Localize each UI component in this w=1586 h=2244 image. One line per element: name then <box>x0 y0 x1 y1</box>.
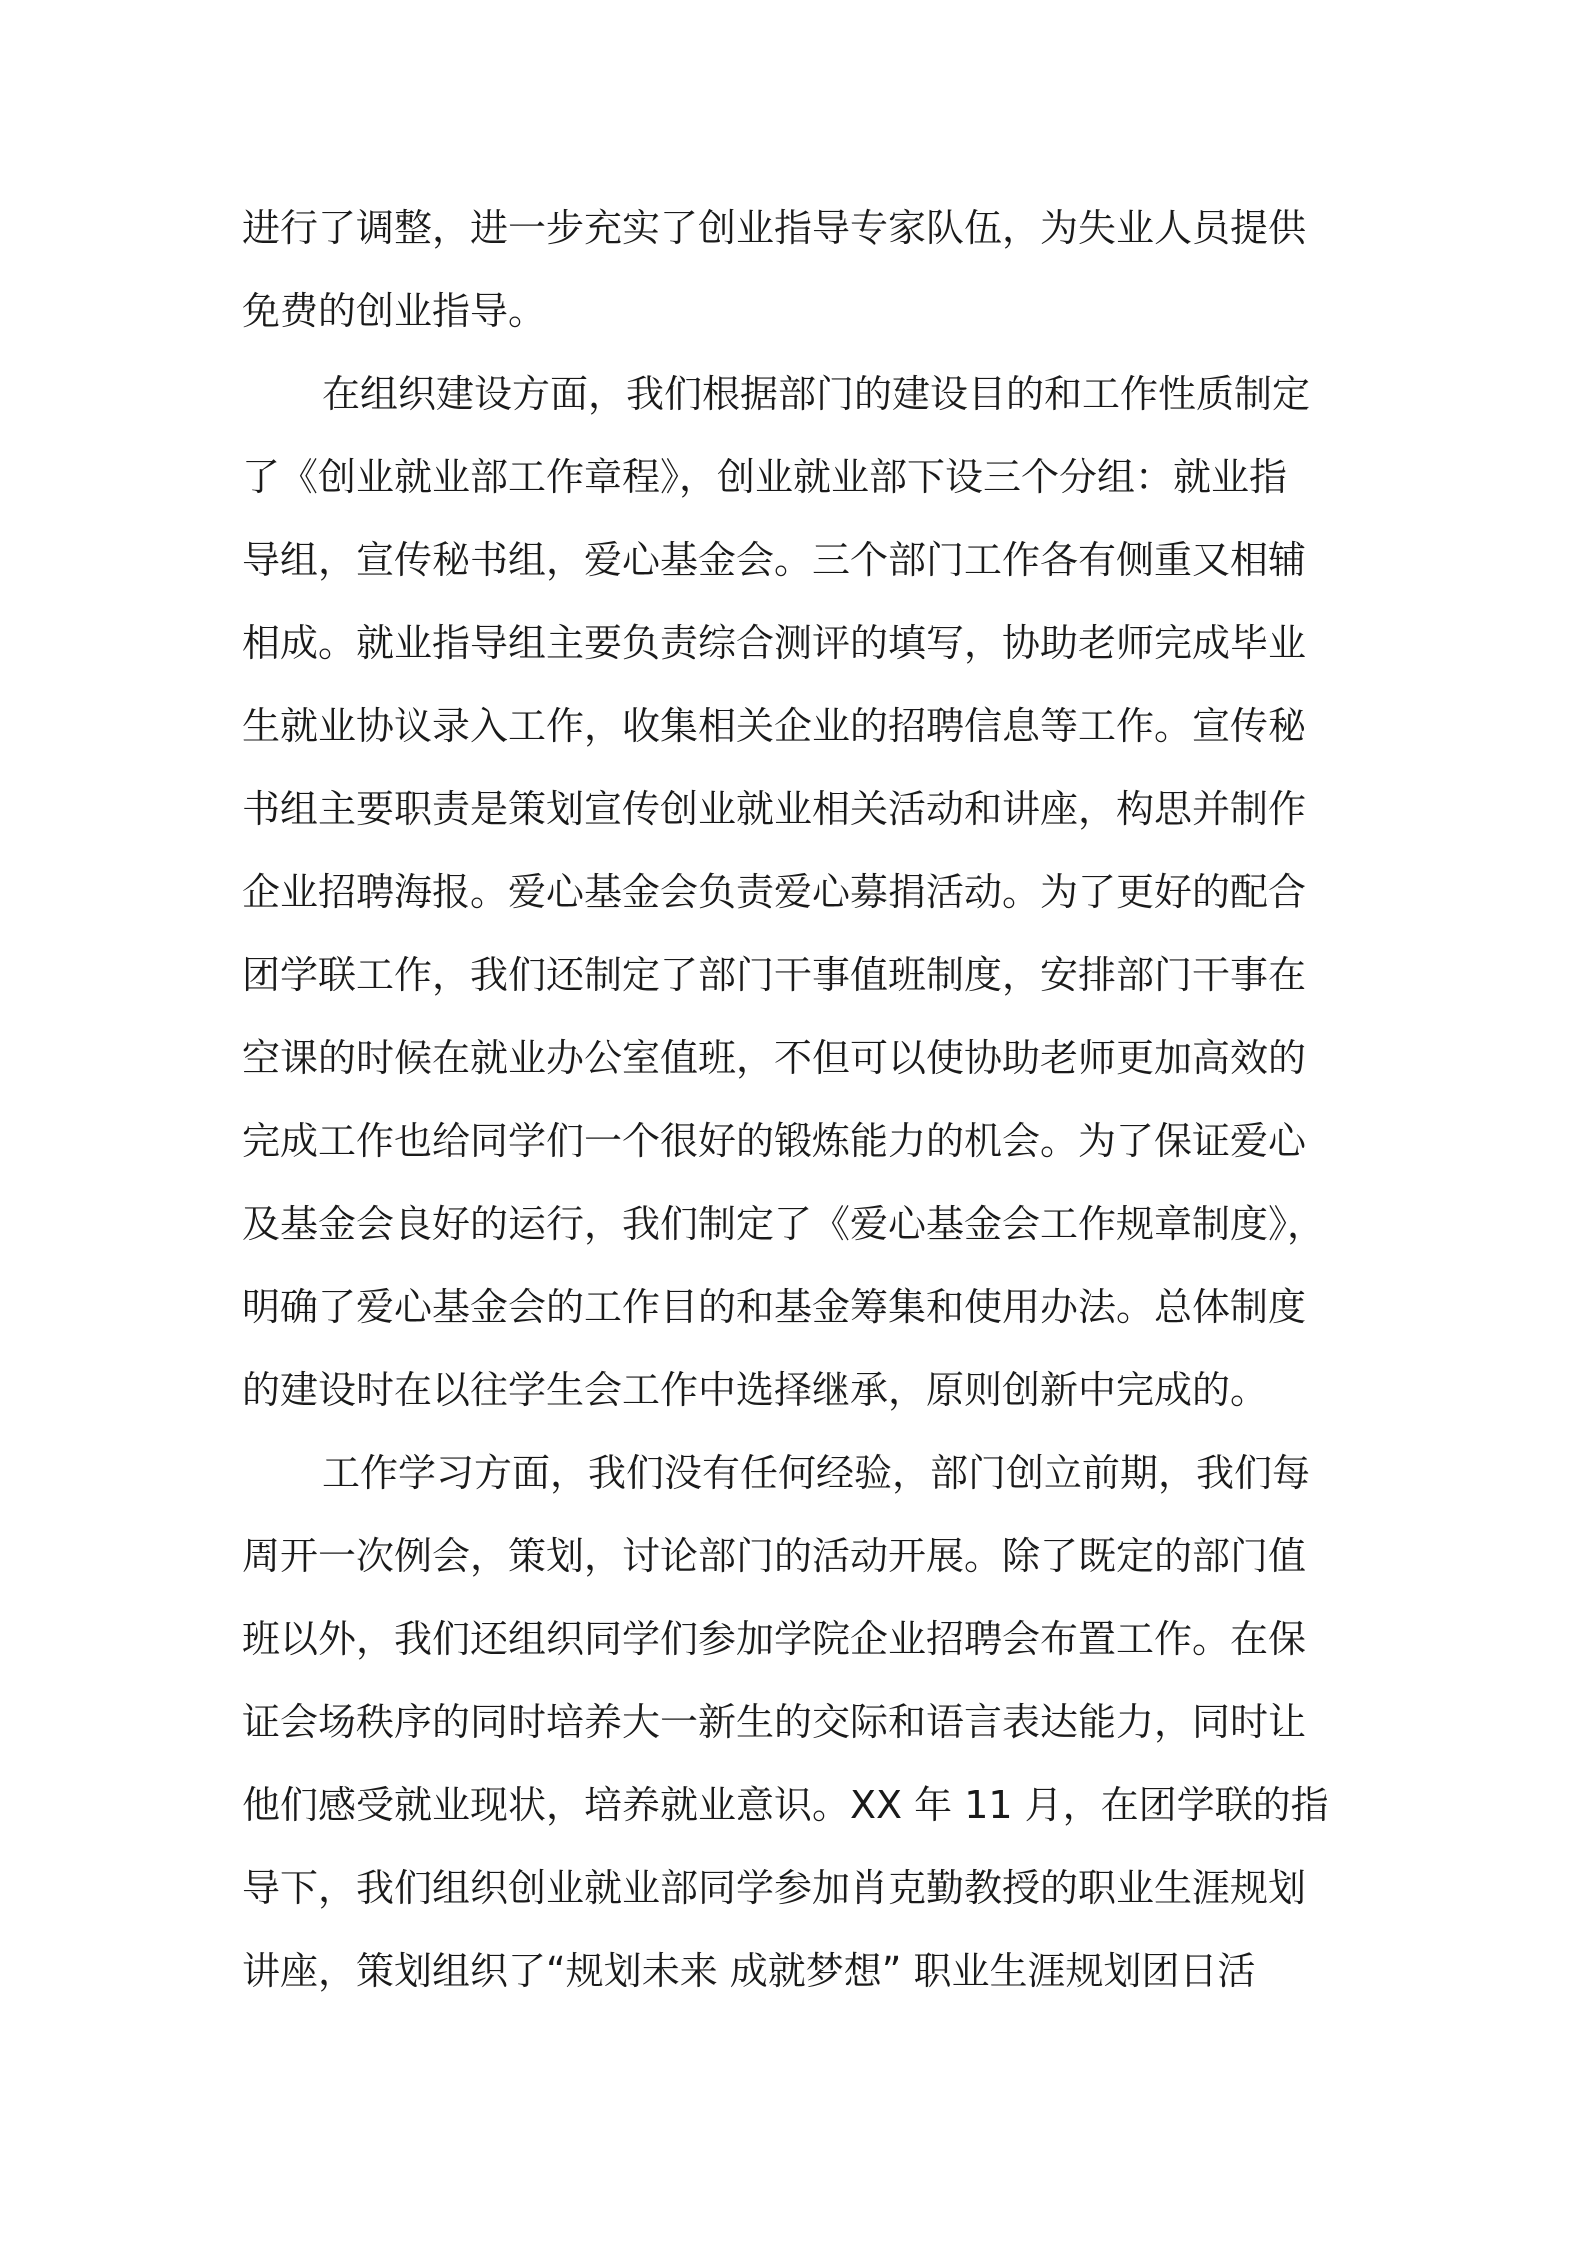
text-line: 工作学习方面，我们没有任何经验，部门创立前期，我们每 <box>322 1451 1311 1495</box>
text-line: 进行了调整，进一步充实了创业指导专家队伍，为失业人员提供 <box>242 206 1307 250</box>
text-line: 企业招聘海报。爱心基金会负责爱心募捐活动。为了更好的配合 <box>242 870 1307 914</box>
text-line: 班以外，我们还组织同学们参加学院企业招聘会布置工作。在保 <box>242 1617 1307 1661</box>
text-line: 证会场秩序的同时培养大一新生的交际和语言表达能力，同时让 <box>242 1700 1307 1744</box>
paragraph-2 <box>242 353 1362 1432</box>
text-line: 相成。就业指导组主要负责综合测评的填写，协助老师完成毕业 <box>242 621 1307 665</box>
text-line: 的建设时在以往学生会工作中选择继承，原则创新中完成的。 <box>242 1368 1269 1412</box>
text-line: 导组，宣传秘书组，爱心基金会。三个部门工作各有侧重又相辅 <box>242 538 1307 582</box>
text-line: 及基金会良好的运行，我们制定了《爱心基金会工作规章制度》， <box>242 1202 1326 1246</box>
text-line: 明确了爱心基金会的工作目的和基金筹集和使用办法。总体制度 <box>242 1285 1307 1329</box>
text-line: 在组织建设方面，我们根据部门的建设目的和工作性质制定 <box>322 372 1311 416</box>
text-line: 完成工作也给同学们一个很好的锻炼能力的机会。为了保证爱心 <box>242 1119 1307 1163</box>
document-page <box>242 187 1362 2013</box>
text-line: 讲座，策划组织了“规划未来 成就梦想” 职业生涯规划团日活 <box>242 1949 1256 1993</box>
text-line: 他们感受就业现状，培养就业意识。XX 年 11 月，在团学联的指 <box>242 1783 1329 1827</box>
paragraph-3 <box>242 1432 1362 2013</box>
text-line: 团学联工作，我们还制定了部门干事值班制度，安排部门干事在 <box>242 953 1307 997</box>
text-line: 周开一次例会，策划，讨论部门的活动开展。除了既定的部门值 <box>242 1534 1307 1578</box>
text-line: 空课的时候在就业办公室值班，不但可以使协助老师更加高效的 <box>242 1036 1307 1080</box>
text-line: 生就业协议录入工作，收集相关企业的招聘信息等工作。宣传秘 <box>242 704 1307 748</box>
paragraph-1 <box>242 187 1362 353</box>
text-line: 了《创业就业部工作章程》，创业就业部下设三个分组：就业指 <box>242 455 1288 499</box>
text-line: 导下，我们组织创业就业部同学参加肖克勤教授的职业生涯规划 <box>242 1866 1307 1910</box>
text-line: 书组主要职责是策划宣传创业就业相关活动和讲座，构思并制作 <box>242 787 1307 831</box>
text-line: 免费的创业指导。 <box>242 289 547 333</box>
